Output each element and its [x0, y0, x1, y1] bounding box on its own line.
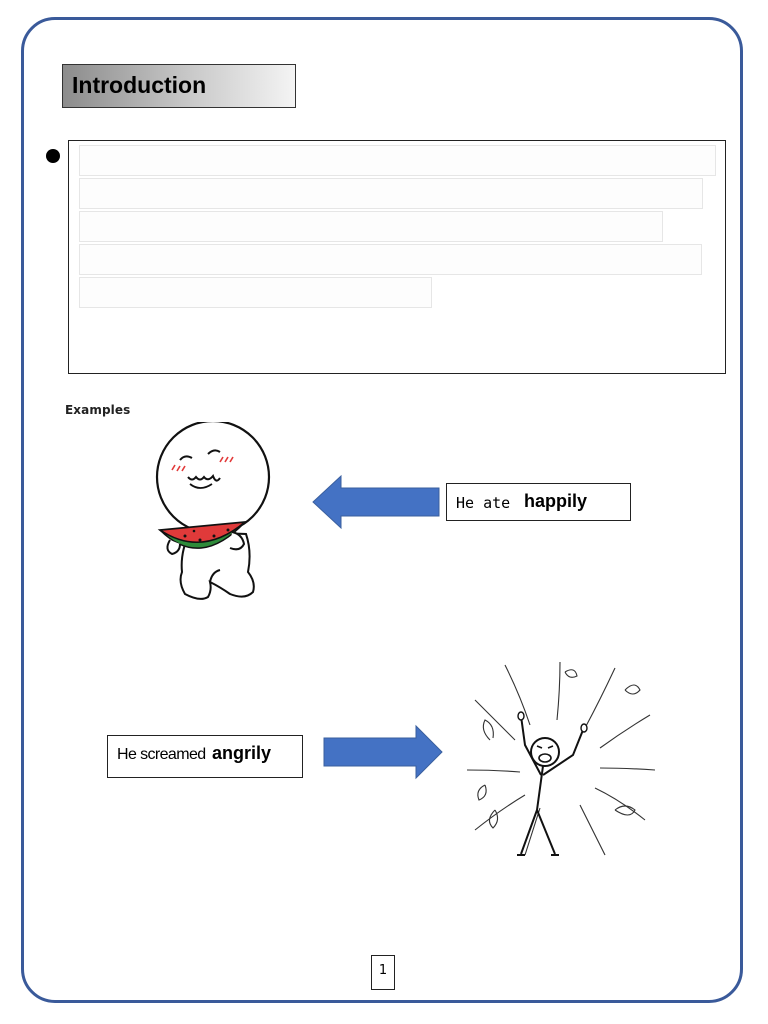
- text-line-placeholder: [79, 211, 663, 242]
- page-number-box: [371, 955, 395, 990]
- section-title-box: [62, 64, 296, 108]
- examples-label: Examples: [65, 403, 131, 417]
- example-sentence-text: He ate: [456, 494, 511, 512]
- text-line-placeholder: [79, 145, 716, 176]
- example-sentence-box: [107, 735, 303, 778]
- adverb-emphasis: angrily: [212, 743, 272, 763]
- adverb-emphasis: happily: [524, 491, 588, 511]
- text-line-placeholder: [79, 277, 432, 308]
- example-sentence-box: [446, 483, 631, 521]
- page-number: 1: [378, 963, 388, 978]
- text-line-placeholder: [79, 244, 702, 275]
- arrow-right-icon: [322, 724, 444, 780]
- angry-stick-figure-icon: [465, 660, 660, 860]
- example-sentence-text: He screamed: [117, 746, 206, 763]
- happy-eating-character-icon: [150, 422, 280, 607]
- section-title: Introduction: [72, 72, 207, 98]
- bullet-point: [46, 149, 60, 163]
- text-line-placeholder: [79, 178, 703, 209]
- arrow-left-icon: [311, 474, 441, 530]
- intro-text-frame: [68, 140, 726, 374]
